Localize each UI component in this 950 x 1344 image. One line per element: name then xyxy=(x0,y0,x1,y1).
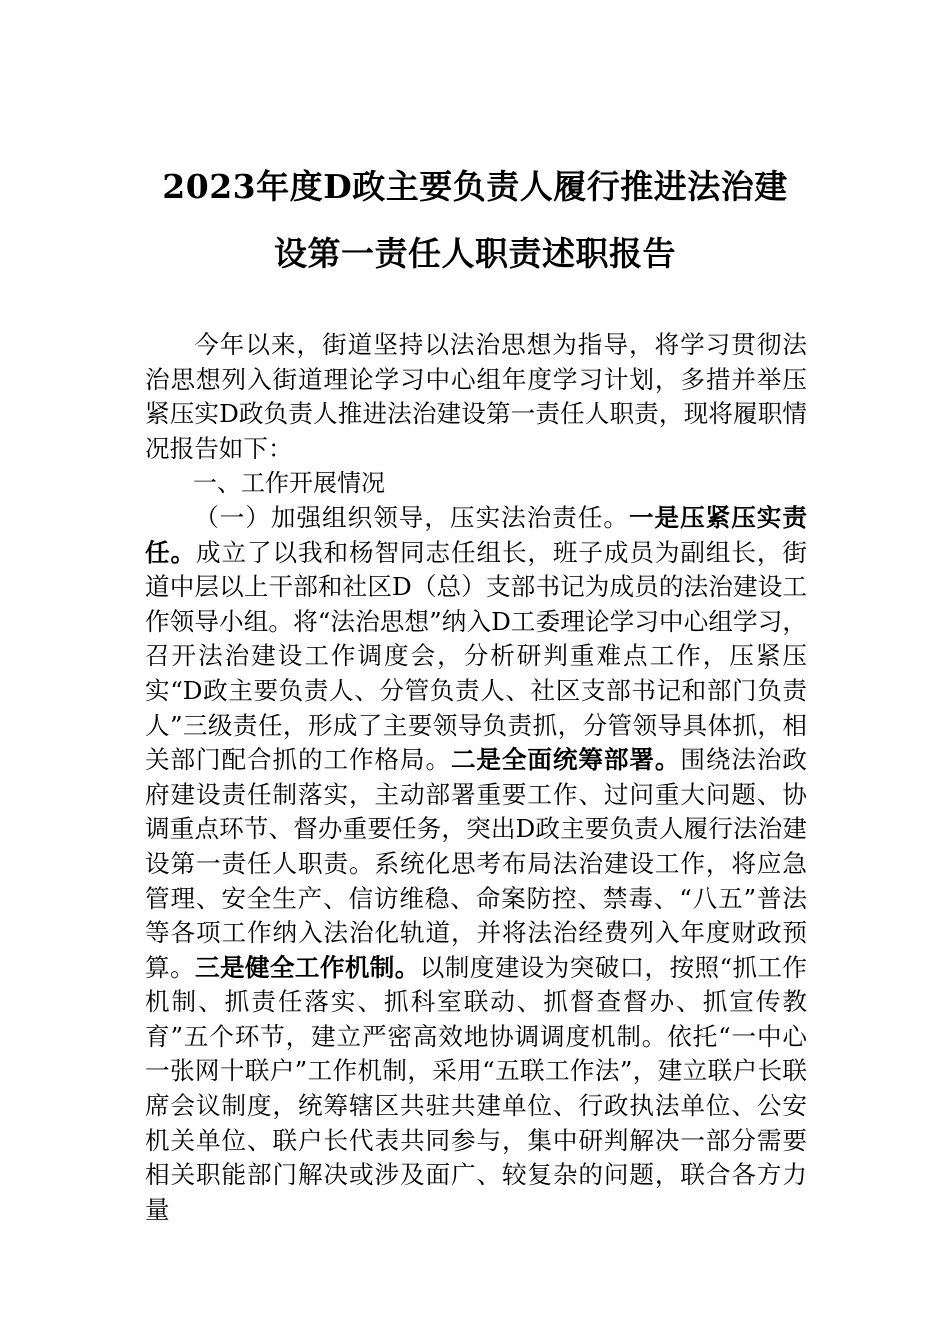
document-title-line-1: 2023年度D政主要负责人履行推进法治建 xyxy=(162,167,788,206)
section-heading: 一、工作开展情况 xyxy=(193,469,385,498)
point-1-label: 一是压紧压实责任。 xyxy=(145,502,807,567)
subsection-heading: （一）加强组织领导，压实法治责任。 xyxy=(194,502,629,532)
point-3-label: 三是健全工作机制。 xyxy=(194,952,420,982)
document-title-line-2: 设第一责任人职责述职报告 xyxy=(274,234,676,273)
point-2-text: 围绕法治政府建设责任制落实，主动部署重要工作、过问重大问题、协调重点环节、督办重要任务，突出D政主要负责人履行法治建设第一责任人职责。系统化思考布局法治建设工作，将应急管理、安全生产、信访维稳、命案防控、禁毒、“八五”普法等各项工作纳入法治化轨道，并将法治经费列入年度财政预算。 xyxy=(145,745,807,982)
intro-paragraph: 今年以来，街道坚持以法治思想为指导，将学习贯彻法治思想列入街道理论学习中心组年度学习计划，多措并举压紧压实D政负责人推进法治建设第一责任人职责，现将履职情况报告如下： xyxy=(145,330,807,463)
document-body xyxy=(145,328,807,1227)
point-3-text: 以制度建设为突破口，按照“抓工作机制、抓责任落实、抓科室联动、抓督查督办、抓宣传教育”五个环节，建立严密高效地协调调度机制。依托“一中心一张网十联户”工作机制，采用“五联工作法”，建立联户长联席会议制度，统筹辖区共驻共建单位、行政执法单位、公安机关单位、联户长代表共同参与，集中研判解决一部分需要相关职能部门解决或涉及面广、较复杂的问题，联合各方力量 xyxy=(145,952,807,1224)
point-2-label: 二是全面统筹部署。 xyxy=(450,745,681,775)
section-paragraph xyxy=(145,501,807,1227)
point-1-text: 成立了以我和杨智同志任组长，班子成员为副组长，街道中层以上干部和社区D（总）支部书记为成员的法治建设工作领导小组。将“法治思想”纳入D工委理论学习中心组学习，召开法治建设工作调度会，分析研判重难点工作，压紧压实“D政主要负责人、分管负责人、社区支部书记和部门负责人”三级责任，形成了主要领导负责抓，分管领导具体抓，相关部门配合抓的工作格局。 xyxy=(145,537,807,775)
